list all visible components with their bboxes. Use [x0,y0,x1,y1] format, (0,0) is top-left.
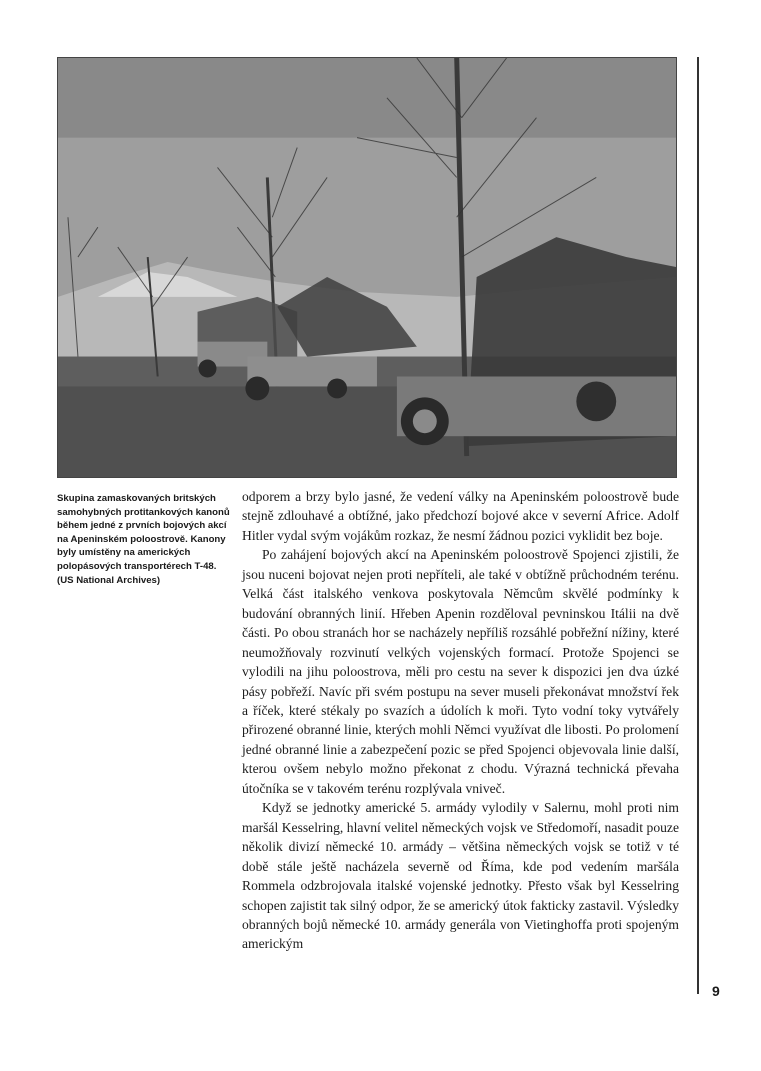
photo-caption: Skupina zamaskovaných britských samohybných protitankových kanonů během jedné z prvních bojových akcí na Apeninském poloostrově. Kanony byly umístěny na amerických polopásových transportérech T-48. (US National Archives) [57,493,230,586]
paragraph: Po zahájení bojových akcí na Apeninském poloostrově Spojenci zjistili, že jsou nuceni bojovat nejen proti nepříteli, ale také v obtížně průchodném terénu. Velká část italského venkova poskytovala Němcům skvělé podmínky k budování obranných linií. Hřeben Apenin rozděloval pevninskou Itálii na dvě části. Po obou stranách hor se nacházely nepříliš rozsáhlé pobřežní nížiny, které neumožňovaly rozvinutí velkých vojenských formací. Protože Spojenci se vylodili na jihu poloostrova, měli pro cestu na sever k dispozici jen dva úzké pásy pobřeží. Navíc při svém postupu na sever museli překonávat množství řek a říček, které stékaly po svazích a údolích k moři. Tyto vodní toky vytvářely přirozené obranné linie, kterých mohli Němci využívat dle libosti. Po prolomení jedné obranné linie a zabezpečení pozic se před Spojenci objevovala linie další, kterou ovšem nebylo možno překonat z chodu. Výrazná technická převaha útočníka se v takovém terénu rozplývala vniveč. [242,547,679,796]
photograph-camouflaged-vehicles [57,57,677,478]
paragraph: Když se jednotky americké 5. armády vylodily v Salernu, mohl proti nim maršál Kesselring, hlavní velitel německých vojsk ve Středomoří, nasadit pouze několik divizí německé 10. armády – většina německých vojsk se totiž v té době stále ještě nacházela severně od Říma, kde pod vedením maršála Rommela odzbrojovala italské vojenské jednotky. Přesto však byl Kesselring schopen zajistit tak silný odpor, že se americký útok fakticky zastavil. Výsledky obranných bojů německé 10. armády generála von Vietinghoffa proti spojeným americkým [242,800,679,952]
margin-rule [697,57,699,994]
paragraph: odporem a brzy bylo jasné, že vedení války na Apeninském poloostrově bude stejně zdlouhavé a obtížné, jako předchozí bojové akce v severní Africe. Adolf Hitler vydal svým vojákům rozkaz, že nesmí žádnou pozici vyklidit bez boje. [242,489,679,543]
body-text [242,487,679,954]
photo-illustration [58,58,676,477]
page-number: 9 [712,983,720,999]
